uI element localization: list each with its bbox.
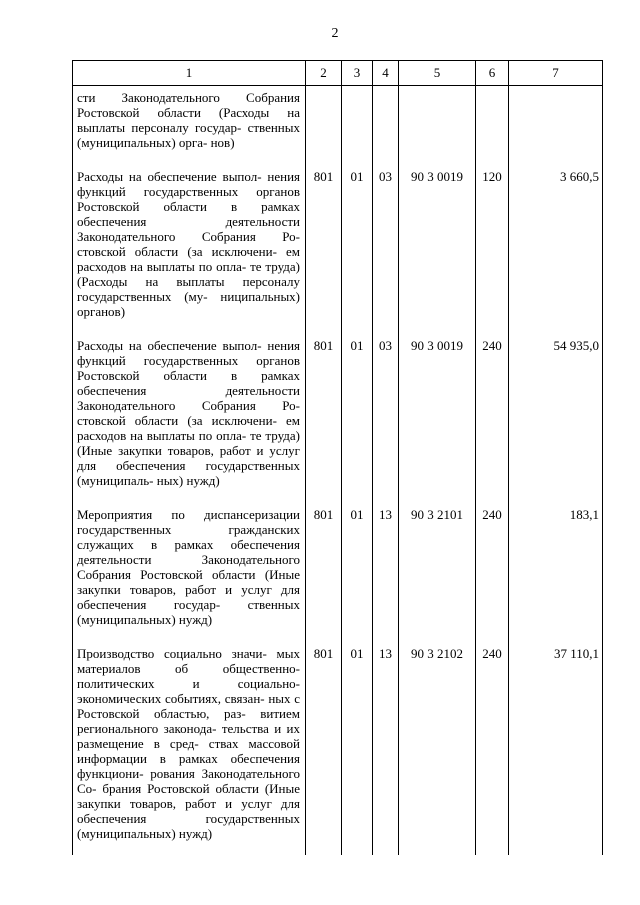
column-header-5: 5 — [399, 61, 476, 86]
column-header-2: 2 — [306, 61, 342, 86]
row-subsection-code: 13 — [373, 502, 399, 641]
description-line: работ и услуг для обеспечения — [77, 443, 300, 473]
description-line: закупки товаров, работ и услуг — [77, 796, 272, 811]
row-expense-type — [476, 86, 509, 165]
row-description — [73, 502, 306, 641]
description-line: ственных (муниципальных) орга- — [77, 120, 300, 150]
description-line: экономических событиях, связан- — [77, 691, 265, 706]
description-line: те труда) (Иные закупки товаров, — [77, 428, 300, 458]
row-description — [73, 164, 306, 333]
table-row — [73, 641, 603, 855]
row-description — [73, 86, 306, 165]
row-expense-type: 120 — [476, 164, 509, 333]
row-target-code: 90 3 2102 — [399, 641, 476, 855]
description-line: политических и социально- — [77, 676, 300, 691]
column-header-7: 7 — [509, 61, 603, 86]
description-line: мых материалов об общественно- — [77, 646, 300, 676]
description-line: стовской области (за исключени- — [77, 413, 277, 428]
row-expense-type: 240 — [476, 502, 509, 641]
description-line: рамках обеспечения деятельности — [77, 368, 300, 398]
row-target-code: 90 3 0019 — [399, 164, 476, 333]
column-header-1: 1 — [73, 61, 306, 86]
row-ministry-code: 801 — [306, 641, 342, 855]
description-line: Ростовской области (Расходы на — [77, 105, 300, 120]
row-amount — [509, 86, 603, 165]
description-line: органов Ростовской области в — [77, 184, 300, 214]
description-line: рамках обеспечения функциони- — [77, 751, 300, 781]
row-ministry-code — [306, 86, 342, 165]
row-amount: 54 935,0 — [509, 333, 603, 502]
description-line: государственных гражданских — [77, 522, 300, 537]
row-section-code: 01 — [342, 164, 373, 333]
description-line: стовской области (за исключени- — [77, 244, 277, 259]
description-line: служащих в рамках обеспечения — [77, 537, 300, 552]
row-amount: 3 660,5 — [509, 164, 603, 333]
description-line: персоналу государственных (му- — [77, 274, 300, 304]
description-line: ных с Ростовской областью, раз- — [77, 691, 301, 721]
description-line: те труда) (Расходы на выплаты — [77, 259, 300, 289]
table-row — [73, 86, 603, 165]
column-header-6: 6 — [476, 61, 509, 86]
row-section-code — [342, 86, 373, 165]
description-line: государственных (муниципаль- — [77, 458, 300, 488]
description-line: рамках обеспечения деятельности — [77, 199, 300, 229]
table-row — [73, 164, 603, 333]
row-amount: 183,1 — [509, 502, 603, 641]
description-line: витием регионального законода- — [77, 706, 300, 736]
description-line: деятельности Законодательного — [77, 552, 300, 567]
row-section-code: 01 — [342, 641, 373, 855]
row-subsection-code — [373, 86, 399, 165]
row-target-code — [399, 86, 476, 165]
description-line: нения функций государственных — [77, 169, 301, 199]
description-line: нения функций государственных — [77, 338, 301, 368]
budget-table — [72, 60, 603, 855]
description-line: услуг для обеспечения государ- — [77, 582, 301, 612]
description-line: ниципальных) органов) — [77, 289, 301, 319]
description-line: Производство социально значи- — [77, 646, 267, 661]
description-line: рования Законодательного Со- — [77, 766, 300, 796]
description-line: Законодательного Собрания Ро- — [77, 229, 300, 244]
row-description — [73, 333, 306, 502]
description-line: выплаты персоналу государ- — [77, 120, 242, 135]
row-target-code: 90 3 0019 — [399, 333, 476, 502]
description-line: нов) — [210, 135, 235, 150]
row-description — [73, 641, 306, 855]
description-line: (Иные закупки товаров, работ и — [77, 567, 301, 597]
description-line: сти Законодательного Собрания — [77, 90, 300, 105]
row-expense-type: 240 — [476, 641, 509, 855]
description-line: Собрания Ростовской области — [77, 567, 256, 582]
column-header-4: 4 — [373, 61, 399, 86]
description-line: для обеспечения государственных — [77, 796, 301, 826]
column-header-3: 3 — [342, 61, 373, 86]
description-line: ных) нужд) — [156, 473, 220, 488]
description-line: ственных (муниципальных) нужд) — [77, 597, 300, 627]
description-line: ствах массовой информации в — [77, 736, 300, 766]
row-subsection-code: 03 — [373, 164, 399, 333]
description-line: брания Ростовской области (Иные — [102, 781, 300, 796]
row-ministry-code: 801 — [306, 164, 342, 333]
table-row — [73, 502, 603, 641]
description-line: органов Ростовской области в — [77, 353, 300, 383]
description-line: Расходы на обеспечение выпол- — [77, 338, 262, 353]
row-expense-type: 240 — [476, 333, 509, 502]
description-line: ем расходов на выплаты по опла- — [77, 413, 301, 443]
description-line: (муниципальных) нужд) — [77, 826, 213, 841]
row-ministry-code: 801 — [306, 333, 342, 502]
row-section-code: 01 — [342, 333, 373, 502]
description-line: Мероприятия по диспансеризации — [77, 507, 300, 522]
description-line: тельства и их размещение в сред- — [77, 721, 300, 751]
description-line: Законодательного Собрания Ро- — [77, 398, 300, 413]
table-header-row — [73, 61, 603, 86]
row-subsection-code: 13 — [373, 641, 399, 855]
row-ministry-code: 801 — [306, 502, 342, 641]
row-subsection-code: 03 — [373, 333, 399, 502]
page-number: 2 — [331, 26, 339, 41]
row-amount: 37 110,1 — [509, 641, 603, 855]
description-line: Расходы на обеспечение выпол- — [77, 169, 262, 184]
table-row — [73, 333, 603, 502]
description-line: ем расходов на выплаты по опла- — [77, 244, 301, 274]
table-body — [73, 86, 603, 856]
row-target-code: 90 3 2101 — [399, 502, 476, 641]
row-section-code: 01 — [342, 502, 373, 641]
